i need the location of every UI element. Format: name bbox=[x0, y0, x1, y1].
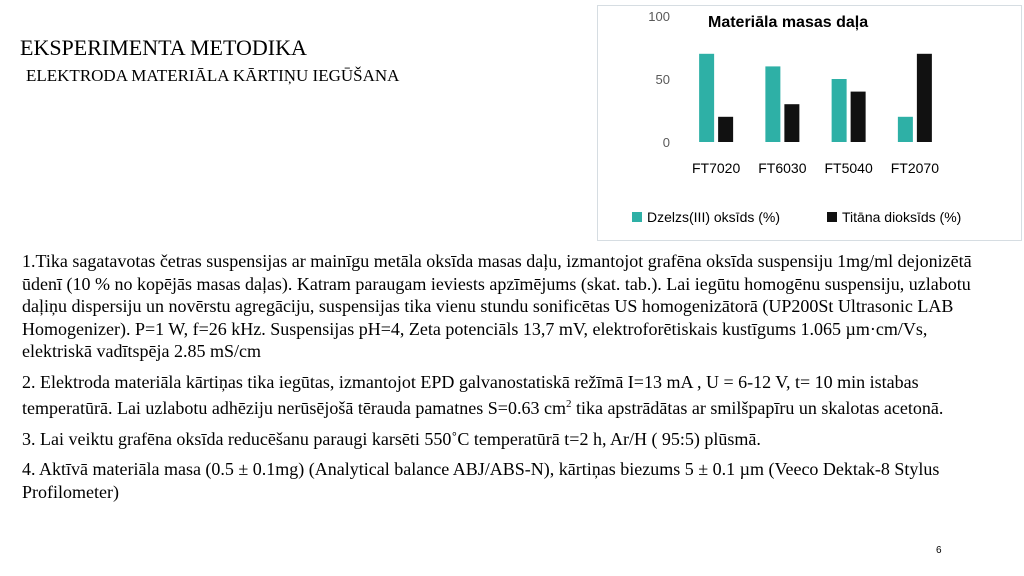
bar-iron-oxide bbox=[765, 66, 780, 142]
chart-container bbox=[597, 5, 1022, 241]
paragraph-3: 3. Lai veiktu grafēna oksīda reducēšanu paraugi karsēti 550˚C temperatūrā t=2 h, Ar/H ( 95:5) plūsmā. bbox=[22, 428, 761, 449]
paragraph-2-superscript: 2 bbox=[565, 398, 572, 410]
legend-entry: Dzelzs(III) oksīds (%) bbox=[647, 209, 781, 225]
chart-title: Materiāla masas daļa bbox=[708, 14, 869, 31]
x-tick-label: FT2070 bbox=[890, 160, 939, 176]
paragraph-2-end: tika apstrādātas ar smilšpapīru un skalotas acetonā. bbox=[571, 398, 944, 418]
legend-swatch bbox=[632, 212, 642, 222]
bar-titanium-dioxide bbox=[718, 117, 733, 142]
bar-titanium-dioxide bbox=[917, 54, 932, 142]
bar-iron-oxide bbox=[832, 79, 847, 142]
x-tick-label: FT6030 bbox=[758, 160, 807, 176]
slide-title: EKSPERIMENTA METODIKA bbox=[20, 35, 307, 60]
page-number: 6 bbox=[936, 545, 942, 556]
bar-titanium-dioxide bbox=[784, 104, 799, 142]
bar-iron-oxide bbox=[699, 54, 714, 142]
legend-entry: Titāna dioksīds (%) bbox=[842, 209, 962, 225]
bar-chart bbox=[598, 6, 1023, 242]
y-tick-label: 0 bbox=[662, 135, 670, 150]
y-tick-label: 100 bbox=[648, 9, 670, 24]
bar-iron-oxide bbox=[898, 117, 913, 142]
y-tick-label: 50 bbox=[655, 72, 670, 87]
x-tick-label: FT7020 bbox=[692, 160, 741, 176]
slide-subtitle: ELEKTRODA MATERIĀLA KĀRTIŅU IEGŪŠANA bbox=[26, 66, 400, 85]
x-tick-label: FT5040 bbox=[824, 160, 873, 176]
paragraph-2-main: 2. Elektroda materiāla kārtiņas tika iegūtas, izmantojot EPD galvanostatiskā režīmā I=13 mA , U = 6-12 V, t= 10 min istabas temperatūrā. Lai uzlabotu adhēziju nerūsējošā tērauda pamatnes S=0.63 cm bbox=[22, 371, 919, 418]
paragraph-4: 4. Aktīvā materiāla masa (0.5 ± 0.1mg) (Analytical balance ABJ/ABS-N), kārtiņas biezums 5 ± 0.1 µm (Veeco Dektak-8 Stylus Profilometer) bbox=[22, 459, 940, 502]
paragraph-1: 1.Tika sagatavotas četras suspensijas ar mainīgu metāla oksīda masas daļu, izmantojot grafēna oksīda suspensiju 1mg/ml dejonizētā ūdenī (10 % no kopējās masas daļas). Katram paraugam ieviests apzīmējums (skat. tab.). Lai iegūtu homogēnu suspensiju, uzlabotu daļiņu dispersiju un novērstu agregāciju, suspensijas tika vienu stundu sonificētas US homogenizātorā (UP200St Ultrasonic LAB Homogenizer). P=1 W, f=26 kHz. Suspensijas pH=4, Zeta potenciāls 13,7 mV, elektroforētiskais kustīgums 1.065 µm·cm/Vs, elektriskā vadītspēja 2.85 mS/cm bbox=[22, 251, 972, 361]
body-text bbox=[22, 250, 997, 511]
paragraph-2 bbox=[22, 371, 997, 420]
legend-swatch bbox=[827, 212, 837, 222]
bar-titanium-dioxide bbox=[851, 92, 866, 142]
